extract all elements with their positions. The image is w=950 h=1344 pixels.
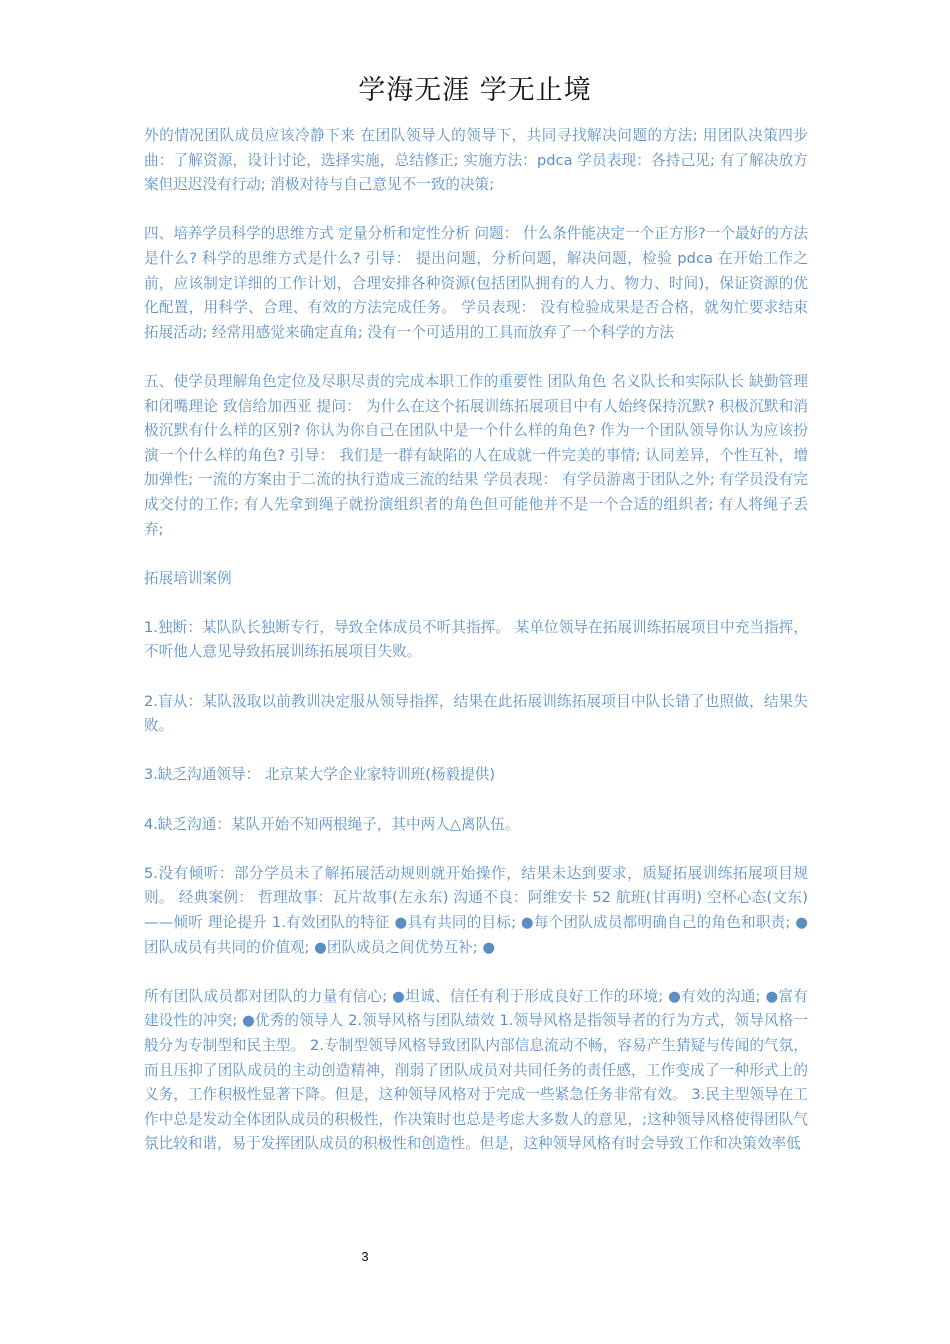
case-item-lack-communication: 4.缺乏沟通：某队开始不知两根绳子，其中两人△离队伍。: [144, 815, 520, 833]
case-item-blind-obedience: 2.盲从：某队汲取以前教训决定服从领导指挥，结果在此拓展训练拓展项目中队长错了也照做，结果失败。: [144, 692, 808, 735]
section-heading-cases: 拓展培训案例: [144, 569, 232, 587]
case-item-autocratic: 1.独断：某队队长独断专行，导致全体成员不听其指挥。 某单位领导在拓展训练拓展项目中充当指挥，不听他人意见导致拓展训练拓展项目失败。: [144, 618, 808, 661]
paragraph-scientific-thinking: 四、培养学员科学的思维方式 定量分析和定性分析 问题： 什么条件能决定一个正方形?一个最好的方法是什么? 科学的思维方式是什么? 引导： 提出问题，分析问题，解决问题，检验 pdca 在开始工作之前，应该制定详细的工作计划，合理安排各种资源(包括团队拥有的人力、物力、时间)，保证资源的优化配置，用科学、合理、有效的方法完成任务。 学员表现： 没有检验成果是否合格，就匆忙要求结束拓展活动; 经常用感觉来确定直角; 没有一个可适用的工具而放弃了一个科学的方法: [144, 225, 808, 341]
document-body: [144, 124, 808, 1157]
paragraph-team-decision: 外的情况团队成员应该冷静下来 在团队领导人的领导下，共同寻找解决问题的方法; 用团队决策四步曲：了解资源，设计讨论，选择实施，总结修正; 实施方法：pdca 学员表现：各持己见; 有了解决放方案但迟迟没有行动; 消极对待与自己意见不一致的决策;: [144, 127, 808, 194]
page-title: 学海无涯 学无止境: [358, 75, 592, 106]
case-item-lack-communication-leader: 3.缺乏沟通领导： 北京某大学企业家特训班(杨毅提供): [144, 766, 496, 784]
case-item-not-listening: 5.没有倾听：部分学员未了解拓展活动规则就开始操作，结果未达到要求，质疑拓展训练拓展项目规则。 经典案例： 哲理故事：瓦片故事(左永东) 沟通不良：阿维安卡 52 航班(甘再明) 空杯心态(文东)——倾听 理论提升 1.有效团队的特征 ●具有共同的目标; ●每个团队成员都明确自己的角色和职责; ●团队成员有共同的价值观; ●团队成员之间优势互补; ●: [144, 864, 808, 956]
page-number: 3: [361, 1249, 369, 1264]
paragraph-leadership-style: 所有团队成员都对团队的力量有信心; ●坦诚、信任有利于形成良好工作的环境; ●有效的沟通; ●富有建设性的冲突; ●优秀的领导人 2.领导风格与团队绩效 1.领导风格是指领导者的行为方式，领导风格一般分为专制型和民主型。 2.专制型领导风格导致团队内部信息流动不畅，容易产生猜疑与传闻的气氛，而且压抑了团队成员的主动创造精神，削弱了团队成员对共同任务的责任感，工作变成了一种形式上的义务，工作积极性显著下降。但是，这种领导风格对于完成一些紧急任务非常有效。 3.民主型领导在工作中总是发动全体团队成员的积极性，作决策时也总是考虑大多数人的意见，;这种领导风格使得团队气氛比较和谐，易于发挥团队成员的积极性和创造性。但是，这种领导风格有时会导致工作和决策效率低: [144, 987, 808, 1153]
paragraph-role-positioning: 五、使学员理解角色定位及尽职尽责的完成本职工作的重要性 团队角色 名义队长和实际队长 缺勤管理和闭嘴理论 致信给加西亚 提问： 为什么在这个拓展训练拓展项目中有人始终保持沉默? 积极沉默和消极沉默有什么样的区别? 你认为你自己在团队中是一个什么样的角色? 作为一个团队领导你认为应该扮演一个什么样的角色? 引导： 我们是一群有缺陷的人在成就一件完美的事情; 认同差异，个性互补，增加弹性; 一流的方案由于二流的执行造成三流的结果 学员表现： 有学员游离于团队之外; 有学员没有完成交付的工作; 有人先拿到绳子就扮演组织者的角色但可能他并不是一个合适的组织者; 有人将绳子丢弃;: [144, 372, 808, 538]
